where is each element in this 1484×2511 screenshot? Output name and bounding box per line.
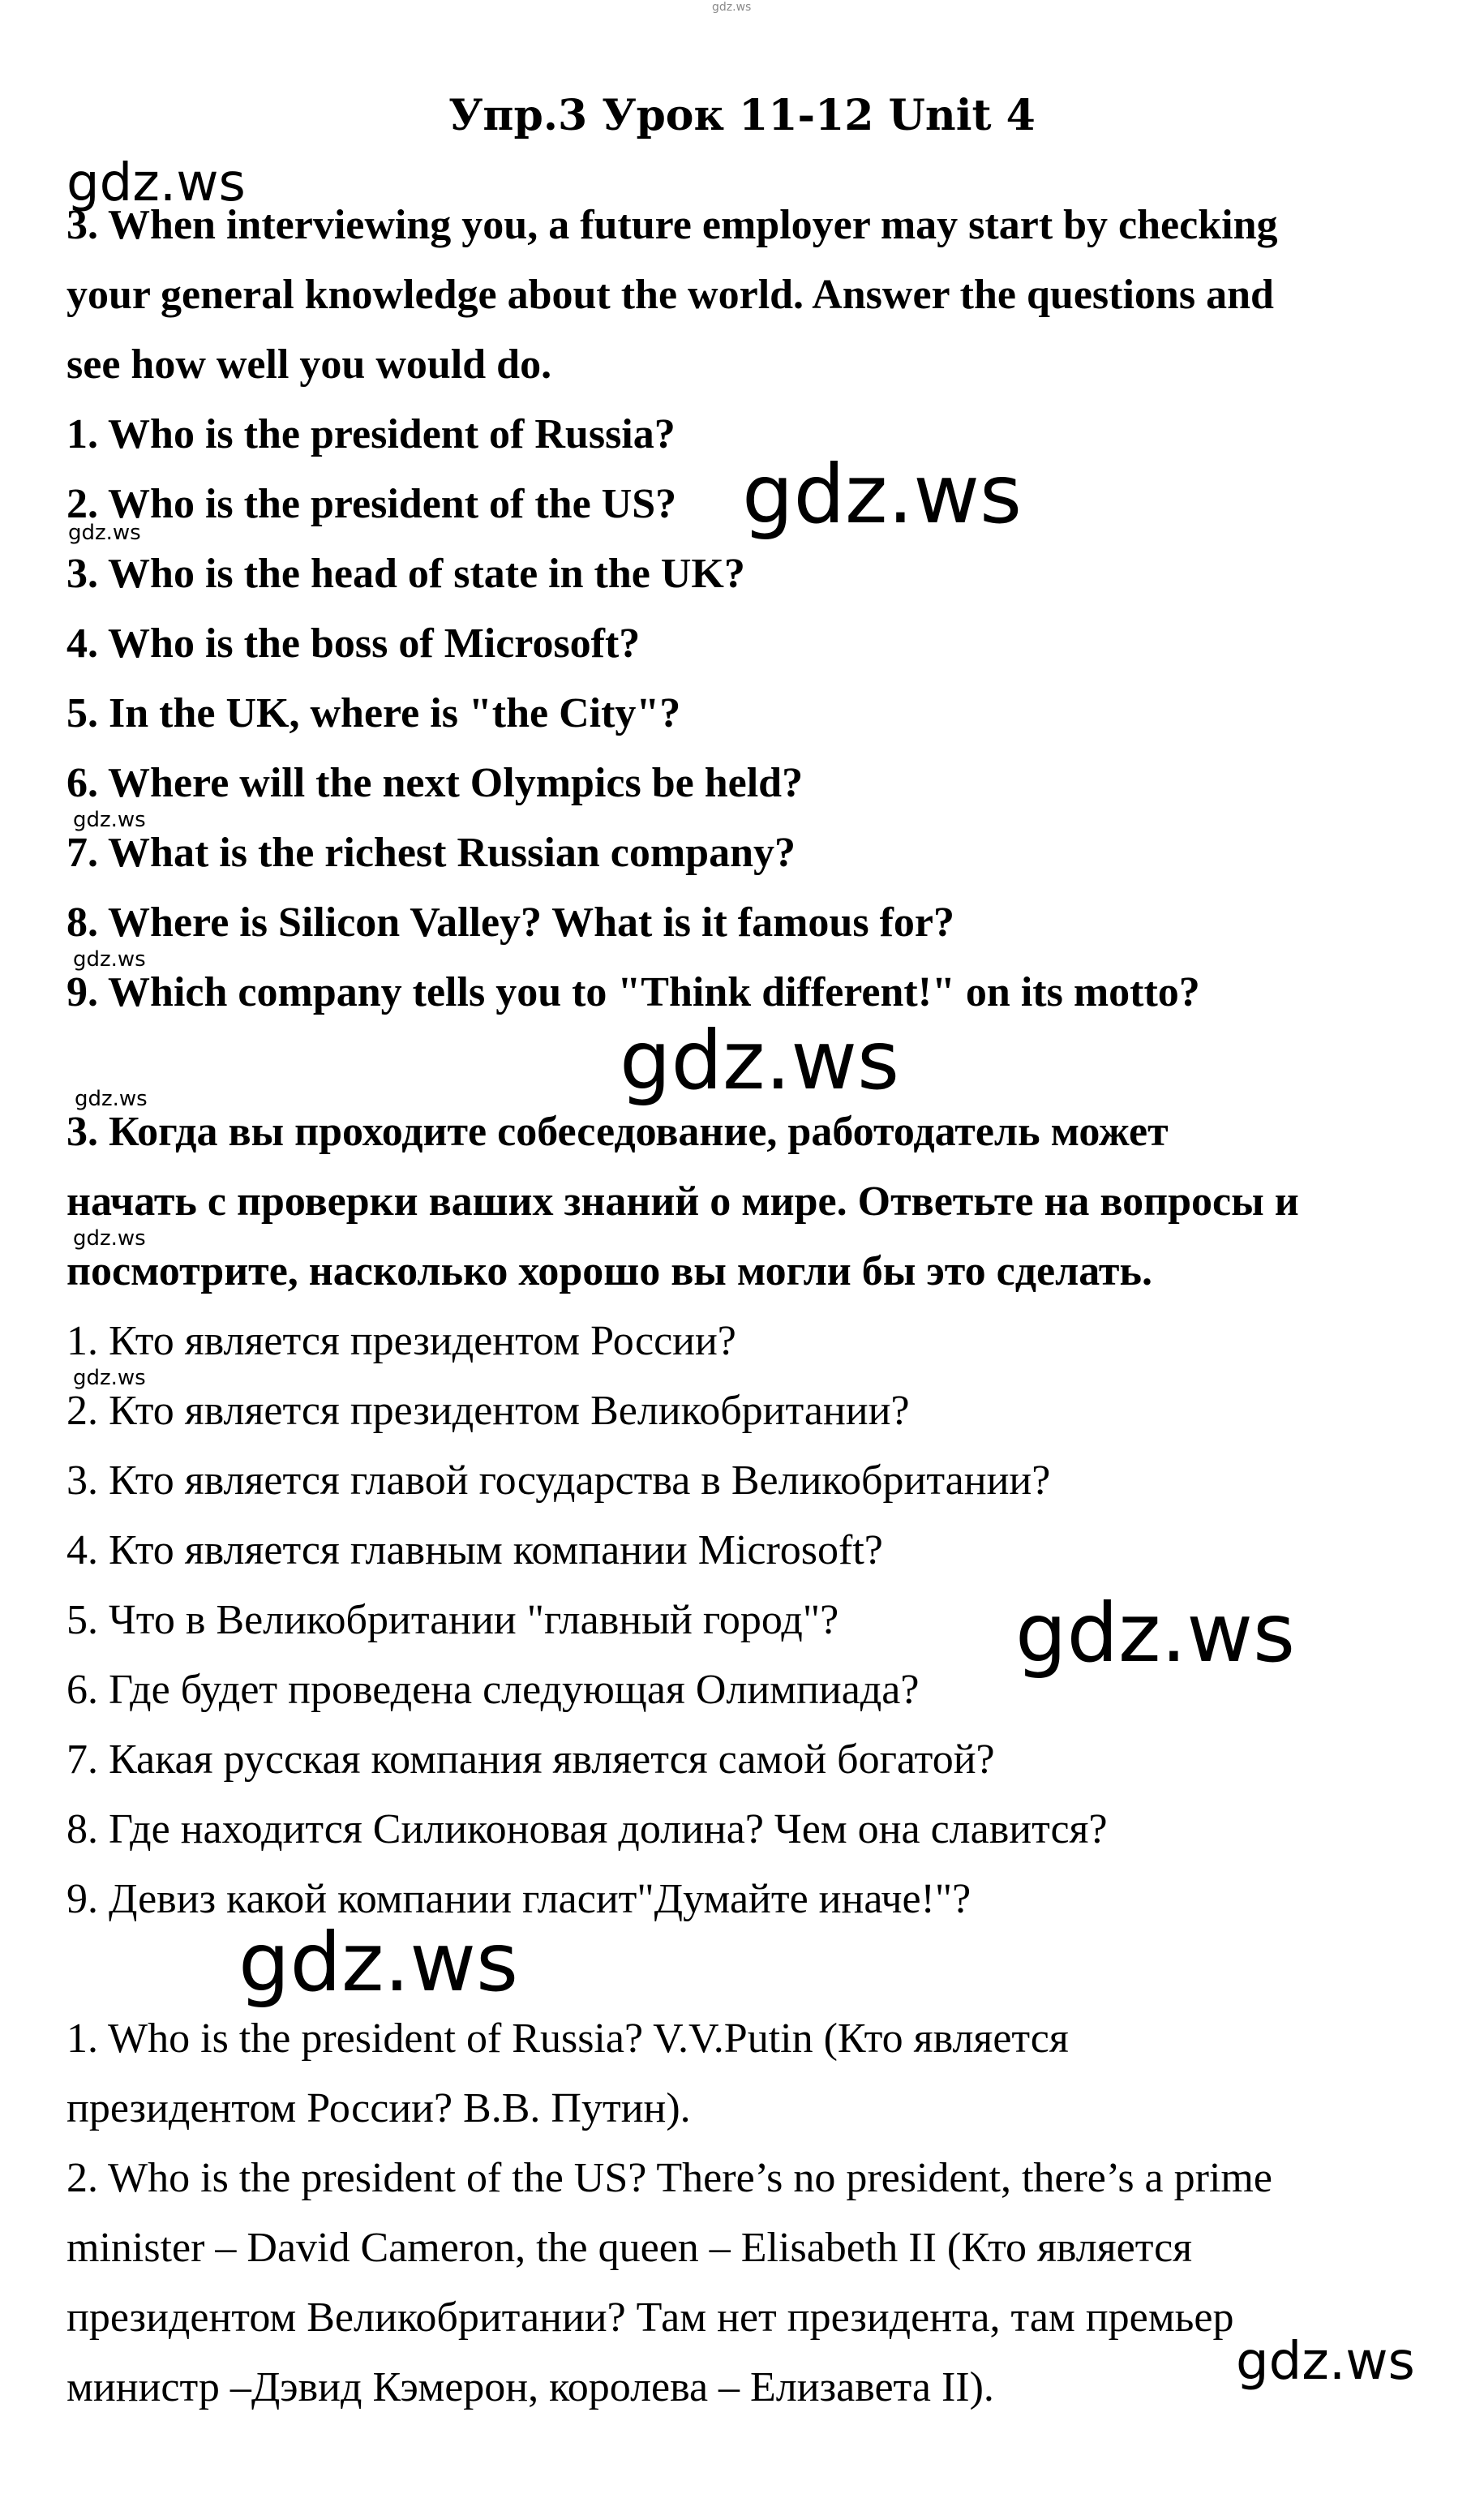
watermark: gdz.ws [238,1915,519,2010]
task-ru-line-2: начать с проверки ваших знаний о мире. Ответьте на вопросы и [66,1178,1299,1225]
watermark: gdz.ws [73,808,146,832]
watermark: gdz.ws [712,1,752,14]
watermark: gdz.ws [742,447,1023,542]
task-en-line-3: see how well you would do. [66,341,552,388]
watermark: gdz.ws [75,1087,148,1111]
task-ru-line-3: посмотрите, насколько хорошо вы могли бы это сделать. [66,1248,1152,1294]
question-ru-9: 9. Девиз какой компании гласит"Думайте иначе!"? [66,1876,971,1922]
watermark: gdz.ws [1236,2332,1415,2392]
answer-line-2: президентом России? В.В. Путин). [66,2085,691,2131]
answer-line-3: 2. Who is the president of the US? There’s no president, there’s a prime [66,2155,1272,2201]
answer-line-6: министр –Дэвид Кэмерон, королева – Елизавета II). [66,2364,994,2410]
question-en-4: 4. Who is the boss of Microsoft? [66,620,641,667]
question-ru-6: 6. Где будет проведена следующая Олимпиада? [66,1667,920,1713]
question-en-3: 3. Who is the head of state in the UK? [66,551,745,597]
watermark: gdz.ws [73,1226,146,1251]
question-ru-1: 1. Кто является президентом России? [66,1318,736,1364]
question-ru-4: 4. Кто является главным компании Microsoft? [66,1527,883,1573]
question-en-6: 6. Where will the next Olympics be held? [66,760,804,806]
question-en-2: 2. Who is the president of the US? [66,481,677,527]
task-en-line-1: 3. When interviewing you, a future employer may start by checking [66,202,1278,248]
watermark: gdz.ws [73,947,146,972]
question-ru-8: 8. Где находится Силиконовая долина? Чем она славится? [66,1806,1108,1852]
task-ru-line-1: 3. Когда вы проходите собеседование, работодатель может [66,1109,1169,1155]
question-en-1: 1. Who is the president of Russia? [66,411,676,457]
watermark: gdz.ws [1015,1586,1296,1680]
question-en-8: 8. Where is Silicon Valley? What is it famous for? [66,899,954,946]
question-ru-3: 3. Кто является главой государства в Великобритании? [66,1457,1051,1504]
question-en-7: 7. What is the richest Russian company? [66,830,796,876]
question-ru-5: 5. Что в Великобритании "главный город"? [66,1597,839,1643]
task-en-line-2: your general knowledge about the world. Answer the questions and [66,272,1274,318]
answer-line-5: президентом Великобритании? Там нет президента, там премьер [66,2294,1234,2341]
answer-line-4: minister – David Cameron, the queen – Elisabeth II (Кто является [66,2225,1193,2271]
page-title: Упр.3 Урок 11-12 Unit 4 [448,91,1036,140]
watermark: gdz.ws [66,153,246,213]
watermark: gdz.ws [68,521,141,545]
question-en-9: 9. Which company tells you to "Think different!" on its motto? [66,969,1200,1015]
question-en-5: 5. In the UK, where is "the City"? [66,690,681,736]
watermark: gdz.ws [73,1366,146,1390]
answer-line-1: 1. Who is the president of Russia? V.V.Putin (Кто является [66,2015,1069,2062]
question-ru-7: 7. Какая русская компания является самой богатой? [66,1736,995,1783]
watermark: gdz.ws [620,1013,900,1108]
question-ru-2: 2. Кто является президентом Великобритании? [66,1388,910,1434]
